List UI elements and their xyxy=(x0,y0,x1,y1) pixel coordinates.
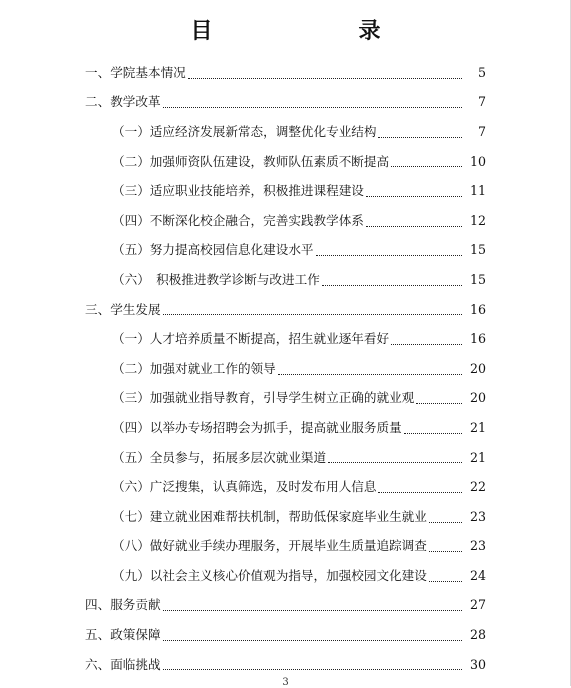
toc-entry-label: （四）以举办专场招聘会为抓手，提高就业服务质量 xyxy=(112,419,402,435)
toc-entry-label: （五）努力提高校园信息化建设水平 xyxy=(112,242,314,258)
toc-entry-page-number: 16 xyxy=(469,331,486,347)
toc-entry-page-number: 11 xyxy=(469,183,486,199)
toc-entry-label: 六、面临挑战 xyxy=(85,656,161,672)
toc-entry-label: （二）加强师资队伍建设，教师队伍素质不断提高 xyxy=(112,153,390,169)
toc-entry-label: （七）建立就业困难帮扶机制，帮助低保家庭毕业生就业 xyxy=(112,508,427,524)
toc-subsection-entry[interactable] xyxy=(0,413,571,443)
toc-entry-page-number: 7 xyxy=(477,123,486,139)
dot-leader xyxy=(378,491,462,493)
toc-entry-label: （一）人才培养质量不断提高，招生就业逐年看好 xyxy=(112,331,390,347)
toc-subsection-entry[interactable] xyxy=(0,354,571,384)
toc-entry-page-number: 23 xyxy=(469,508,486,524)
toc-entry-label: （三）加强就业指导教育，引导学生树立正确的就业观 xyxy=(112,390,415,406)
toc-title: 目 录 xyxy=(190,18,415,44)
toc-section-entry[interactable] xyxy=(0,591,571,621)
toc-entry-page-number: 15 xyxy=(469,242,486,258)
dot-leader xyxy=(429,550,462,552)
dot-leader xyxy=(378,136,462,138)
toc-entry-label: （六） 积极推进教学诊断与改进工作 xyxy=(112,271,320,287)
dot-leader xyxy=(163,668,462,670)
toc-section-entry[interactable] xyxy=(0,295,571,325)
toc-section-entry[interactable] xyxy=(0,620,571,650)
toc-entry-label: （三）适应职业技能培养，积极推进课程建设 xyxy=(112,183,364,199)
dot-leader xyxy=(429,521,462,523)
toc-entry-page-number: 15 xyxy=(469,271,486,287)
toc-subsection-entry[interactable] xyxy=(0,147,571,177)
dot-leader xyxy=(391,165,462,167)
toc-entry-page-number: 20 xyxy=(469,360,486,376)
toc-subsection-entry[interactable] xyxy=(0,502,571,532)
dot-leader xyxy=(328,461,462,463)
toc-subsection-entry[interactable] xyxy=(0,561,571,591)
dot-leader xyxy=(322,284,462,286)
toc-subsection-entry[interactable] xyxy=(0,384,571,414)
toc-subsection-entry[interactable] xyxy=(0,443,571,473)
toc-entry-page-number: 10 xyxy=(469,153,486,169)
toc-entry-label: （八）做好就业手续办理服务，开展毕业生质量追踪调查 xyxy=(112,538,427,554)
toc-entry-label: （二）加强对就业工作的领导 xyxy=(112,360,276,376)
toc-section-entry[interactable] xyxy=(0,88,571,118)
toc-entry-page-number: 27 xyxy=(469,597,486,613)
toc-entry-page-number: 7 xyxy=(477,94,486,110)
toc-subsection-entry[interactable] xyxy=(0,236,571,266)
toc-subsection-entry[interactable] xyxy=(0,117,571,147)
dot-leader xyxy=(163,639,462,641)
toc-entry-page-number: 21 xyxy=(469,419,486,435)
dot-leader xyxy=(188,77,462,79)
toc-entry-label: 五、政策保障 xyxy=(85,627,161,643)
toc-subsection-entry[interactable] xyxy=(0,472,571,502)
toc-entry-page-number: 28 xyxy=(469,627,486,643)
toc-entry-page-number: 21 xyxy=(469,449,486,465)
toc-entry-label: 四、服务贡献 xyxy=(85,597,161,613)
page-number: 3 xyxy=(282,677,289,688)
toc-subsection-entry[interactable] xyxy=(0,532,571,562)
toc-entry-page-number: 16 xyxy=(469,301,486,317)
dot-leader xyxy=(163,313,462,315)
toc-entry-label: 三、学生发展 xyxy=(85,301,161,317)
dot-leader xyxy=(391,343,462,345)
toc-entry-page-number: 30 xyxy=(469,656,486,672)
toc-entry-label: （六）广泛搜集，认真筛选，及时发布用人信息 xyxy=(112,479,377,495)
toc-section-entry[interactable] xyxy=(0,650,571,680)
toc-entry-label: 一、学院基本情况 xyxy=(85,64,186,80)
dot-leader xyxy=(404,432,462,434)
toc-entry-label: 二、教学改革 xyxy=(85,94,161,110)
dot-leader xyxy=(429,580,462,582)
toc-list xyxy=(0,58,571,679)
toc-subsection-entry[interactable] xyxy=(0,324,571,354)
toc-entry-label: （五）全员参与，拓展多层次就业渠道 xyxy=(112,449,327,465)
toc-entry-page-number: 12 xyxy=(469,212,486,228)
toc-entry-page-number: 23 xyxy=(469,538,486,554)
toc-entry-page-number: 24 xyxy=(469,567,486,583)
toc-entry-label: （九）以社会主义核心价值观为指导，加强校园文化建设 xyxy=(112,567,427,583)
dot-leader xyxy=(316,254,463,256)
toc-entry-page-number: 5 xyxy=(477,64,486,80)
toc-section-entry[interactable] xyxy=(0,58,571,88)
dot-leader xyxy=(366,195,462,197)
dot-leader xyxy=(163,609,462,611)
toc-entry-page-number: 22 xyxy=(469,479,486,495)
dot-leader xyxy=(366,225,462,227)
dot-leader xyxy=(163,106,462,108)
toc-entry-label: （四）不断深化校企融合，完善实践教学体系 xyxy=(112,212,364,228)
toc-entry-page-number: 20 xyxy=(469,390,486,406)
toc-subsection-entry[interactable] xyxy=(0,265,571,295)
dot-leader xyxy=(416,402,462,404)
toc-subsection-entry[interactable] xyxy=(0,206,571,236)
toc-subsection-entry[interactable] xyxy=(0,176,571,206)
toc-entry-label: （一）适应经济发展新常态，调整优化专业结构 xyxy=(112,123,377,139)
dot-leader xyxy=(278,373,462,375)
